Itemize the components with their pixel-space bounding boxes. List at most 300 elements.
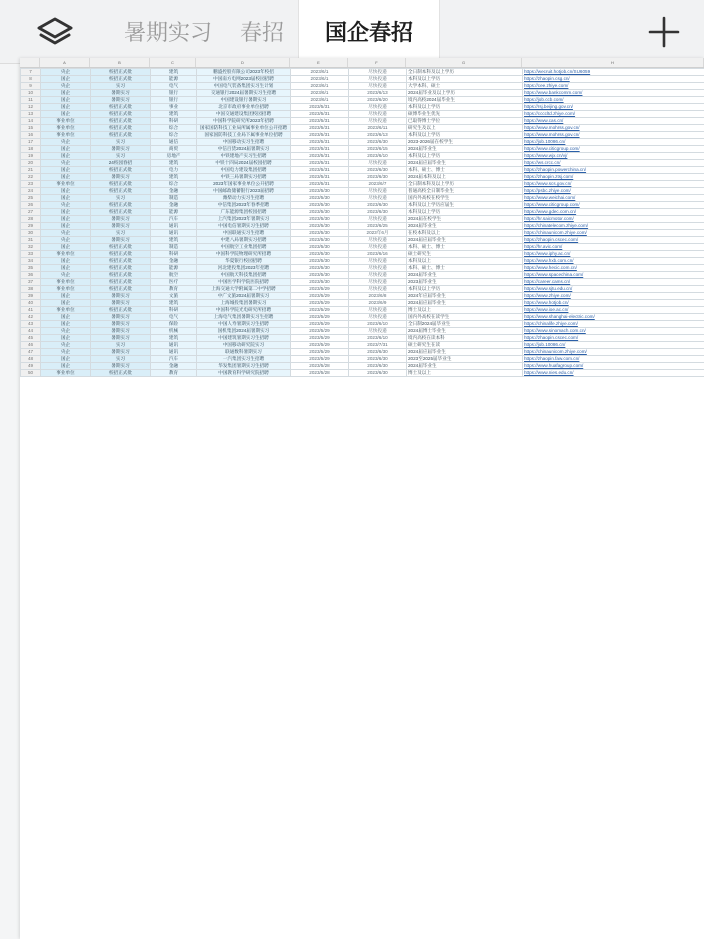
apply-link-cell[interactable]: https://www.shanghai-electric.com/ bbox=[523, 314, 704, 321]
industry-cell[interactable]: 科研 bbox=[151, 307, 197, 314]
publish-date-cell[interactable]: 2023/5/30 bbox=[291, 216, 349, 223]
row-number[interactable]: 45 bbox=[21, 335, 41, 342]
row-number[interactable]: 15 bbox=[21, 125, 41, 132]
deadline-cell[interactable]: 2023/6/9 bbox=[349, 300, 407, 307]
apply-link-cell[interactable]: https://zhaopin.powerchina.cn/ bbox=[523, 167, 704, 174]
row-number[interactable]: 25 bbox=[21, 195, 41, 202]
requirement-cell[interactable]: 本科、硕士、博士 bbox=[407, 167, 523, 174]
org-type-cell[interactable]: 国企 bbox=[41, 258, 91, 265]
requirement-cell[interactable]: 博士及以上 bbox=[407, 307, 523, 314]
publish-date-cell[interactable]: 2023/5/29 bbox=[291, 314, 349, 321]
org-type-cell[interactable]: 央企 bbox=[41, 272, 91, 279]
recruit-type-cell[interactable]: 暑期实习 bbox=[91, 363, 151, 370]
apply-link-cell[interactable]: https://zhaopin.cscec.com/ bbox=[523, 237, 704, 244]
row-number[interactable]: 50 bbox=[21, 370, 41, 377]
apply-link-cell[interactable]: https://www.sinomach.com.cn/ bbox=[523, 328, 704, 335]
deadline-cell[interactable]: 2023/6/30 bbox=[349, 356, 407, 363]
requirement-cell[interactable]: 2023届毕业生 bbox=[407, 279, 523, 286]
deadline-cell[interactable]: 2023/6/20 bbox=[349, 97, 407, 104]
industry-cell[interactable]: 通讯 bbox=[151, 342, 197, 349]
apply-link-cell[interactable]: https://www.hxb.com.cn/ bbox=[523, 258, 704, 265]
apply-link-cell[interactable]: https://www.scs.gov.cn/ bbox=[523, 181, 704, 188]
apply-link-cell[interactable]: https://www.nies.edu.cn/ bbox=[523, 370, 704, 377]
recruit-type-cell[interactable]: 校招正式批 bbox=[91, 370, 151, 377]
deadline-cell[interactable]: 尽快投递 bbox=[349, 118, 407, 125]
table-row[interactable] bbox=[21, 195, 704, 202]
company-cell[interactable]: 中国交通建设集团校园招聘 bbox=[197, 111, 291, 118]
column-letter[interactable]: F bbox=[348, 58, 406, 67]
row-number[interactable]: 36 bbox=[21, 272, 41, 279]
requirement-cell[interactable]: 本科及以上学历 bbox=[407, 132, 523, 139]
requirement-cell[interactable]: 在校本科及以上 bbox=[407, 230, 523, 237]
requirement-cell[interactable]: 境内高校在读本科 bbox=[407, 335, 523, 342]
company-cell[interactable]: 华夏银行校园招聘 bbox=[197, 258, 291, 265]
table-row[interactable] bbox=[21, 321, 704, 328]
recruit-type-cell[interactable]: 暑期实习 bbox=[91, 146, 151, 153]
org-type-cell[interactable]: 事业单位 bbox=[41, 279, 91, 286]
deadline-cell[interactable]: 2023/6/30 bbox=[349, 167, 407, 174]
org-type-cell[interactable]: 国企 bbox=[41, 188, 91, 195]
row-number[interactable]: 30 bbox=[21, 230, 41, 237]
tab-spring-recruit[interactable]: 春招 bbox=[240, 20, 285, 45]
requirement-cell[interactable]: 2024届应届毕业生 bbox=[407, 349, 523, 356]
org-type-cell[interactable]: 央企 bbox=[41, 160, 91, 167]
row-number[interactable]: 16 bbox=[21, 132, 41, 139]
deadline-cell[interactable]: 2023/6/7 bbox=[349, 181, 407, 188]
recruit-type-cell[interactable]: 暑期实习 bbox=[91, 321, 151, 328]
apply-link-cell[interactable]: https://www.spacechina.com/ bbox=[523, 272, 704, 279]
company-cell[interactable]: 中国移动研究院实习 bbox=[197, 342, 291, 349]
row-number[interactable]: 33 bbox=[21, 251, 41, 258]
org-type-cell[interactable]: 国企 bbox=[41, 209, 91, 216]
apply-link-cell[interactable]: https://chinaunicom.zhiye.com/ bbox=[523, 230, 704, 237]
table-row[interactable] bbox=[21, 370, 704, 377]
industry-cell[interactable]: 能源 bbox=[151, 76, 197, 83]
deadline-cell[interactable]: 尽快投递 bbox=[349, 314, 407, 321]
row-number[interactable]: 41 bbox=[21, 307, 41, 314]
requirement-cell[interactable]: 本科及以上学历 bbox=[407, 76, 523, 83]
publish-date-cell[interactable]: 2023/5/31 bbox=[291, 181, 349, 188]
industry-cell[interactable]: 能源 bbox=[151, 209, 197, 216]
requirement-cell[interactable]: 2024届毕业及以上学历 bbox=[407, 90, 523, 97]
deadline-cell[interactable]: 尽快投递 bbox=[349, 265, 407, 272]
apply-link-cell[interactable]: https://rsj.beijing.gov.cn/ bbox=[523, 104, 704, 111]
requirement-cell[interactable]: 2024届在校学生 bbox=[407, 216, 523, 223]
table-row[interactable] bbox=[21, 132, 704, 139]
row-number[interactable]: 27 bbox=[21, 209, 41, 216]
deadline-cell[interactable]: 2023/6/10 bbox=[349, 321, 407, 328]
industry-cell[interactable]: 科研 bbox=[151, 118, 197, 125]
recruit-type-cell[interactable]: 校招正式批 bbox=[91, 167, 151, 174]
table-row[interactable] bbox=[21, 111, 704, 118]
deadline-cell[interactable]: 尽快投递 bbox=[349, 83, 407, 90]
deadline-cell[interactable]: 尽快投递 bbox=[349, 160, 407, 167]
publish-date-cell[interactable]: 2023/6/1 bbox=[291, 90, 349, 97]
industry-cell[interactable]: 建筑 bbox=[151, 237, 197, 244]
publish-date-cell[interactable]: 2023/5/29 bbox=[291, 321, 349, 328]
column-letter[interactable]: A bbox=[40, 58, 90, 67]
requirement-cell[interactable]: 2024届本科及以上 bbox=[407, 174, 523, 181]
table-row[interactable] bbox=[21, 76, 704, 83]
org-type-cell[interactable]: 国企 bbox=[41, 244, 91, 251]
publish-date-cell[interactable]: 2023/5/30 bbox=[291, 258, 349, 265]
deadline-cell[interactable]: 2023/6/11 bbox=[349, 125, 407, 132]
recruit-type-cell[interactable]: 实习 bbox=[91, 342, 151, 349]
row-number[interactable]: 7 bbox=[21, 69, 41, 76]
recruit-type-cell[interactable]: 校招正式批 bbox=[91, 265, 151, 272]
recruit-type-cell[interactable]: 暑期实习 bbox=[91, 174, 151, 181]
recruit-type-cell[interactable]: 校招正式批 bbox=[91, 202, 151, 209]
deadline-cell[interactable]: 尽快投递 bbox=[349, 279, 407, 286]
row-number[interactable]: 28 bbox=[21, 216, 41, 223]
deadline-cell[interactable]: 尽快投递 bbox=[349, 307, 407, 314]
table-row[interactable] bbox=[21, 83, 704, 90]
requirement-cell[interactable]: 全日制本科及以上学历 bbox=[407, 69, 523, 76]
publish-date-cell[interactable]: 2023/5/31 bbox=[291, 132, 349, 139]
requirement-cell[interactable]: 2024届毕业生 bbox=[407, 272, 523, 279]
table-row[interactable] bbox=[21, 181, 704, 188]
publish-date-cell[interactable]: 2023/5/31 bbox=[291, 125, 349, 132]
column-letter[interactable]: E bbox=[290, 58, 348, 67]
deadline-cell[interactable]: 2023/6/30 bbox=[349, 174, 407, 181]
org-type-cell[interactable]: 央企 bbox=[41, 349, 91, 356]
row-number[interactable]: 42 bbox=[21, 314, 41, 321]
publish-date-cell[interactable]: 2023/5/30 bbox=[291, 195, 349, 202]
org-type-cell[interactable]: 国企 bbox=[41, 265, 91, 272]
deadline-cell[interactable]: 2023/7/31 bbox=[349, 342, 407, 349]
industry-cell[interactable]: 汽车 bbox=[151, 216, 197, 223]
row-number[interactable]: 21 bbox=[21, 167, 41, 174]
publish-date-cell[interactable]: 2023/5/31 bbox=[291, 167, 349, 174]
requirement-cell[interactable]: 研究生及以上 bbox=[407, 125, 523, 132]
org-type-cell[interactable]: 央企 bbox=[41, 83, 91, 90]
company-cell[interactable]: 广东能源集团校园招聘 bbox=[197, 209, 291, 216]
deadline-cell[interactable]: 尽快投递 bbox=[349, 258, 407, 265]
table-row[interactable] bbox=[21, 230, 704, 237]
industry-cell[interactable]: 电气 bbox=[151, 83, 197, 90]
org-type-cell[interactable]: 央企 bbox=[41, 202, 91, 209]
requirement-cell[interactable]: 本科及以上学历 bbox=[407, 286, 523, 293]
table-row[interactable] bbox=[21, 146, 704, 153]
apply-link-cell[interactable]: https://psbc.zhiye.com/ bbox=[523, 188, 704, 195]
publish-date-cell[interactable]: 2023/5/31 bbox=[291, 118, 349, 125]
tab-soe-spring-recruit[interactable]: 国企春招 bbox=[298, 0, 440, 63]
requirement-cell[interactable]: 2024届毕业生 bbox=[407, 146, 523, 153]
recruit-type-cell[interactable]: 校招正式批 bbox=[91, 181, 151, 188]
table-row[interactable] bbox=[21, 244, 704, 251]
publish-date-cell[interactable]: 2023/5/31 bbox=[291, 153, 349, 160]
row-number[interactable]: 32 bbox=[21, 244, 41, 251]
table-row[interactable] bbox=[21, 293, 704, 300]
industry-cell[interactable]: 制造 bbox=[151, 195, 197, 202]
industry-cell[interactable]: 机械 bbox=[151, 328, 197, 335]
publish-date-cell[interactable]: 2023/6/1 bbox=[291, 97, 349, 104]
deadline-cell[interactable]: 2023/6/30 bbox=[349, 139, 407, 146]
row-number[interactable]: 8 bbox=[21, 76, 41, 83]
org-type-cell[interactable]: 事业单位 bbox=[41, 181, 91, 188]
company-cell[interactable]: 中国科学院物理研究所招聘 bbox=[197, 251, 291, 258]
industry-cell[interactable]: 文旅 bbox=[151, 293, 197, 300]
publish-date-cell[interactable]: 2023/5/29 bbox=[291, 286, 349, 293]
industry-cell[interactable]: 建筑 bbox=[151, 335, 197, 342]
row-number[interactable]: 19 bbox=[21, 153, 41, 160]
apply-link-cell[interactable]: https://zhaopin.faw.com.cn/ bbox=[523, 356, 704, 363]
row-number[interactable]: 26 bbox=[21, 202, 41, 209]
deadline-cell[interactable]: 2023/6/25 bbox=[349, 223, 407, 230]
publish-date-cell[interactable]: 2023/5/28 bbox=[291, 370, 349, 377]
recruit-type-cell[interactable]: 暑期实习 bbox=[91, 216, 151, 223]
requirement-cell[interactable]: 本科、硕士、博士 bbox=[407, 265, 523, 272]
column-letter[interactable]: B bbox=[90, 58, 150, 67]
row-number[interactable]: 46 bbox=[21, 342, 41, 349]
recruit-type-cell[interactable]: 校招正式批 bbox=[91, 258, 151, 265]
industry-cell[interactable]: 建筑 bbox=[151, 174, 197, 181]
apply-link-cell[interactable]: https://www.gdec.com.cn/ bbox=[523, 209, 704, 216]
org-type-cell[interactable]: 国企 bbox=[41, 321, 91, 328]
industry-cell[interactable]: 金融 bbox=[151, 258, 197, 265]
apply-link-cell[interactable]: https://www.hotjob.cn/ bbox=[523, 300, 704, 307]
apply-link-cell[interactable]: https://wecruit.hotjob.cn/SU6059 bbox=[523, 69, 704, 76]
industry-cell[interactable]: 通讯 bbox=[151, 223, 197, 230]
industry-cell[interactable]: 银行 bbox=[151, 90, 197, 97]
row-number[interactable]: 38 bbox=[21, 286, 41, 293]
company-cell[interactable]: 一汽集团实习生招聘 bbox=[197, 356, 291, 363]
requirement-cell[interactable]: 国内外高校在校学生 bbox=[407, 195, 523, 202]
industry-cell[interactable]: 事业 bbox=[151, 104, 197, 111]
publish-date-cell[interactable]: 2023/5/29 bbox=[291, 335, 349, 342]
recruit-type-cell[interactable]: 暑期实习 bbox=[91, 90, 151, 97]
requirement-cell[interactable]: 本科及以上学历 bbox=[407, 209, 523, 216]
company-cell[interactable]: 中国电力建设集团招聘 bbox=[197, 167, 291, 174]
row-number[interactable]: 40 bbox=[21, 300, 41, 307]
industry-cell[interactable]: 建筑 bbox=[151, 69, 197, 76]
org-type-cell[interactable]: 国企 bbox=[41, 314, 91, 321]
publish-date-cell[interactable]: 2023/5/30 bbox=[291, 244, 349, 251]
industry-cell[interactable]: 金融 bbox=[151, 363, 197, 370]
requirement-cell[interactable]: 本科及以上学历 bbox=[407, 104, 523, 111]
org-type-cell[interactable]: 事业单位 bbox=[41, 125, 91, 132]
publish-date-cell[interactable]: 2023/6/1 bbox=[291, 83, 349, 90]
industry-cell[interactable]: 保险 bbox=[151, 321, 197, 328]
org-type-cell[interactable]: 国企 bbox=[41, 195, 91, 202]
publish-date-cell[interactable]: 2023/5/30 bbox=[291, 265, 349, 272]
table-row[interactable] bbox=[21, 314, 704, 321]
org-type-cell[interactable]: 国企 bbox=[41, 111, 91, 118]
tab-summer-intern[interactable]: 暑期实习 bbox=[124, 20, 213, 45]
org-type-cell[interactable]: 国企 bbox=[41, 153, 91, 160]
requirement-cell[interactable]: 2024届应届毕业生 bbox=[407, 237, 523, 244]
deadline-cell[interactable]: 2023/6/13 bbox=[349, 90, 407, 97]
apply-link-cell[interactable]: https://career.cams.cn/ bbox=[523, 279, 704, 286]
company-cell[interactable]: 上海交通大学附属第二中学招聘 bbox=[197, 286, 291, 293]
industry-cell[interactable]: 电气 bbox=[151, 314, 197, 321]
company-cell[interactable]: 中国建设银行暑期实习 bbox=[197, 97, 291, 104]
recruit-type-cell[interactable]: 实习 bbox=[91, 139, 151, 146]
org-type-cell[interactable]: 央企 bbox=[41, 237, 91, 244]
company-cell[interactable]: 鹏盛控股有限公司2023年校招 bbox=[197, 69, 291, 76]
company-cell[interactable]: 中铁建地产实习生招聘 bbox=[197, 153, 291, 160]
table-row[interactable] bbox=[21, 349, 704, 356]
row-number[interactable]: 17 bbox=[21, 139, 41, 146]
org-type-cell[interactable]: 央企 bbox=[41, 139, 91, 146]
recruit-type-cell[interactable]: 暑期实习 bbox=[91, 300, 151, 307]
publish-date-cell[interactable]: 2023/5/31 bbox=[291, 104, 349, 111]
org-type-cell[interactable]: 事业单位 bbox=[41, 286, 91, 293]
publish-date-cell[interactable]: 2023/5/30 bbox=[291, 223, 349, 230]
deadline-cell[interactable]: 尽快投递 bbox=[349, 237, 407, 244]
row-number[interactable]: 49 bbox=[21, 363, 41, 370]
deadline-cell[interactable]: 2023/6/30 bbox=[349, 363, 407, 370]
spreadsheet[interactable] bbox=[20, 58, 704, 939]
apply-link-cell[interactable]: https://www.bankcomm.com/ bbox=[523, 90, 704, 97]
company-cell[interactable]: 上汽集团2023年暑期实习 bbox=[197, 216, 291, 223]
org-type-cell[interactable]: 事业单位 bbox=[41, 118, 91, 125]
industry-cell[interactable]: 教育 bbox=[151, 286, 197, 293]
row-number[interactable]: 37 bbox=[21, 279, 41, 286]
recruit-type-cell[interactable]: 校招正式批 bbox=[91, 104, 151, 111]
table-row[interactable] bbox=[21, 118, 704, 125]
publish-date-cell[interactable]: 2023/5/31 bbox=[291, 111, 349, 118]
apply-link-cell[interactable]: https://ccccltd.zhiye.com/ bbox=[523, 111, 704, 118]
company-cell[interactable]: 中信集团2023年春季招聘 bbox=[197, 202, 291, 209]
apply-link-cell[interactable]: https://job.10086.cn/ bbox=[523, 139, 704, 146]
company-cell[interactable]: 中国电气装备集团实习生计划 bbox=[197, 83, 291, 90]
industry-cell[interactable]: 航空 bbox=[151, 272, 197, 279]
recruit-type-cell[interactable]: 暑期实习 bbox=[91, 293, 151, 300]
apply-link-cell[interactable]: https://www.mohrss.gov.cn/ bbox=[523, 132, 704, 139]
org-type-cell[interactable]: 国企 bbox=[41, 216, 91, 223]
recruit-type-cell[interactable]: 暑期实习 bbox=[91, 349, 151, 356]
company-cell[interactable]: 国机集团2024届暑期实习 bbox=[197, 328, 291, 335]
requirement-cell[interactable]: 本科及以上 bbox=[407, 258, 523, 265]
table-row[interactable] bbox=[21, 328, 704, 335]
industry-cell[interactable]: 综合 bbox=[151, 181, 197, 188]
publish-date-cell[interactable]: 2023/5/31 bbox=[291, 146, 349, 153]
apply-link-cell[interactable]: https://www.zhiye.com/ bbox=[523, 293, 704, 300]
deadline-cell[interactable]: 2023/6/16 bbox=[349, 251, 407, 258]
recruit-type-cell[interactable]: 校招正式批 bbox=[91, 244, 151, 251]
row-number[interactable]: 12 bbox=[21, 104, 41, 111]
org-type-cell[interactable]: 央企 bbox=[41, 328, 91, 335]
company-cell[interactable]: 中广文旅2024届暑期实习 bbox=[197, 293, 291, 300]
publish-date-cell[interactable]: 2023/5/31 bbox=[291, 174, 349, 181]
recruit-type-cell[interactable]: 暑期实习 bbox=[91, 97, 151, 104]
recruit-type-cell[interactable]: 校招正式批 bbox=[91, 307, 151, 314]
company-cell[interactable]: 中国邮政储蓄银行2023届招聘 bbox=[197, 188, 291, 195]
row-number[interactable]: 31 bbox=[21, 237, 41, 244]
publish-date-cell[interactable]: 2023/5/30 bbox=[291, 209, 349, 216]
requirement-cell[interactable]: 已取得博士学位 bbox=[407, 118, 523, 125]
deadline-cell[interactable]: 尽快投递 bbox=[349, 328, 407, 335]
requirement-cell[interactable]: 2023-2026届在校学生 bbox=[407, 139, 523, 146]
table-row[interactable] bbox=[21, 104, 704, 111]
table-row[interactable] bbox=[21, 335, 704, 342]
org-type-cell[interactable]: 国企 bbox=[41, 146, 91, 153]
recruit-type-cell[interactable]: 暑期实习 bbox=[91, 335, 151, 342]
row-number[interactable]: 47 bbox=[21, 349, 41, 356]
deadline-cell[interactable]: 尽快投递 bbox=[349, 69, 407, 76]
requirement-cell[interactable]: 全日制2024届毕业生 bbox=[407, 321, 523, 328]
table-row[interactable] bbox=[21, 265, 704, 272]
recruit-type-cell[interactable]: 校招正式批 bbox=[91, 286, 151, 293]
industry-cell[interactable]: 能源 bbox=[151, 265, 197, 272]
recruit-type-cell[interactable]: 校招正式批 bbox=[91, 118, 151, 125]
row-number[interactable]: 23 bbox=[21, 181, 41, 188]
deadline-cell[interactable]: 2023/6/30 bbox=[349, 370, 407, 377]
row-number[interactable]: 48 bbox=[21, 356, 41, 363]
table-row[interactable] bbox=[21, 153, 704, 160]
publish-date-cell[interactable]: 2023/5/29 bbox=[291, 307, 349, 314]
deadline-cell[interactable]: 尽快投递 bbox=[349, 76, 407, 83]
apply-link-cell[interactable]: https://hr.saicmotor.com/ bbox=[523, 216, 704, 223]
recruit-type-cell[interactable]: 校招正式批 bbox=[91, 209, 151, 216]
publish-date-cell[interactable]: 2023/5/30 bbox=[291, 279, 349, 286]
apply-link-cell[interactable]: https://www.hecic.com.cn/ bbox=[523, 265, 704, 272]
row-number[interactable]: 11 bbox=[21, 97, 41, 104]
apply-link-cell[interactable]: https://www.wjx.cn/vj/ bbox=[523, 153, 704, 160]
industry-cell[interactable]: 建筑 bbox=[151, 160, 197, 167]
apply-link-cell[interactable]: https://chinaunicom.zhiye.com/ bbox=[523, 349, 704, 356]
org-type-cell[interactable]: 国企 bbox=[41, 167, 91, 174]
apply-link-cell[interactable]: https://www.sjtu.edu.cn/ bbox=[523, 286, 704, 293]
company-cell[interactable]: 中国科学院研究所2023年招聘 bbox=[197, 118, 291, 125]
deadline-cell[interactable]: 2023/6/30 bbox=[349, 209, 407, 216]
org-type-cell[interactable]: 国企 bbox=[41, 104, 91, 111]
table-row[interactable] bbox=[21, 90, 704, 97]
table-row[interactable] bbox=[21, 216, 704, 223]
recruit-type-cell[interactable]: 校招正式批 bbox=[91, 188, 151, 195]
requirement-cell[interactable]: 2024届应届毕业生 bbox=[407, 300, 523, 307]
publish-date-cell[interactable]: 2023/5/28 bbox=[291, 363, 349, 370]
row-number[interactable]: 35 bbox=[21, 265, 41, 272]
company-cell[interactable]: 中国人寿暑期实习生招聘 bbox=[197, 321, 291, 328]
row-number[interactable]: 34 bbox=[21, 258, 41, 265]
apply-link-cell[interactable]: https://job.10086.cn/ bbox=[523, 342, 704, 349]
requirement-cell[interactable]: 本科及以上学历 bbox=[407, 153, 523, 160]
org-type-cell[interactable]: 国企 bbox=[41, 356, 91, 363]
company-cell[interactable]: 中国教育科学研究院招聘 bbox=[197, 370, 291, 377]
requirement-cell[interactable]: 2024年应届毕业生 bbox=[407, 293, 523, 300]
industry-cell[interactable]: 金融 bbox=[151, 188, 197, 195]
org-type-cell[interactable]: 央企 bbox=[41, 69, 91, 76]
industry-cell[interactable]: 金融 bbox=[151, 202, 197, 209]
deadline-cell[interactable]: 2023/6/10 bbox=[349, 153, 407, 160]
publish-date-cell[interactable]: 2023/5/30 bbox=[291, 188, 349, 195]
org-type-cell[interactable]: 央企 bbox=[41, 342, 91, 349]
apply-link-cell[interactable]: https://zhaopin.ztsj.com/ bbox=[523, 174, 704, 181]
recruit-type-cell[interactable]: 校招正式批 bbox=[91, 76, 151, 83]
industry-cell[interactable]: 教育 bbox=[151, 370, 197, 377]
company-cell[interactable]: 中国南方电网2023届校园招聘 bbox=[197, 76, 291, 83]
deadline-cell[interactable]: 尽快投递 bbox=[349, 195, 407, 202]
org-type-cell[interactable]: 国企 bbox=[41, 76, 91, 83]
company-cell[interactable]: 河北建投集团2023年招聘 bbox=[197, 265, 291, 272]
org-type-cell[interactable]: 国企 bbox=[41, 90, 91, 97]
company-cell[interactable]: 中铁三局暑期实习招聘 bbox=[197, 174, 291, 181]
apply-link-cell[interactable]: https://hr.avic.com/ bbox=[523, 244, 704, 251]
publish-date-cell[interactable]: 2023/6/1 bbox=[291, 76, 349, 83]
recruit-type-cell[interactable]: 暑期实习 bbox=[91, 237, 151, 244]
table-row[interactable] bbox=[21, 69, 704, 76]
apply-link-cell[interactable]: https://zhaopin.csg.cn/ bbox=[523, 76, 704, 83]
publish-date-cell[interactable]: 2023/5/30 bbox=[291, 272, 349, 279]
apply-link-cell[interactable]: https://www.cas.cn/ bbox=[523, 118, 704, 125]
apply-link-cell[interactable]: https://www.mohrss.gov.cn/ bbox=[523, 125, 704, 132]
column-letter[interactable]: D bbox=[196, 58, 290, 67]
publish-date-cell[interactable]: 2023/5/30 bbox=[291, 202, 349, 209]
org-type-cell[interactable]: 国企 bbox=[41, 223, 91, 230]
industry-cell[interactable]: 建筑 bbox=[151, 300, 197, 307]
